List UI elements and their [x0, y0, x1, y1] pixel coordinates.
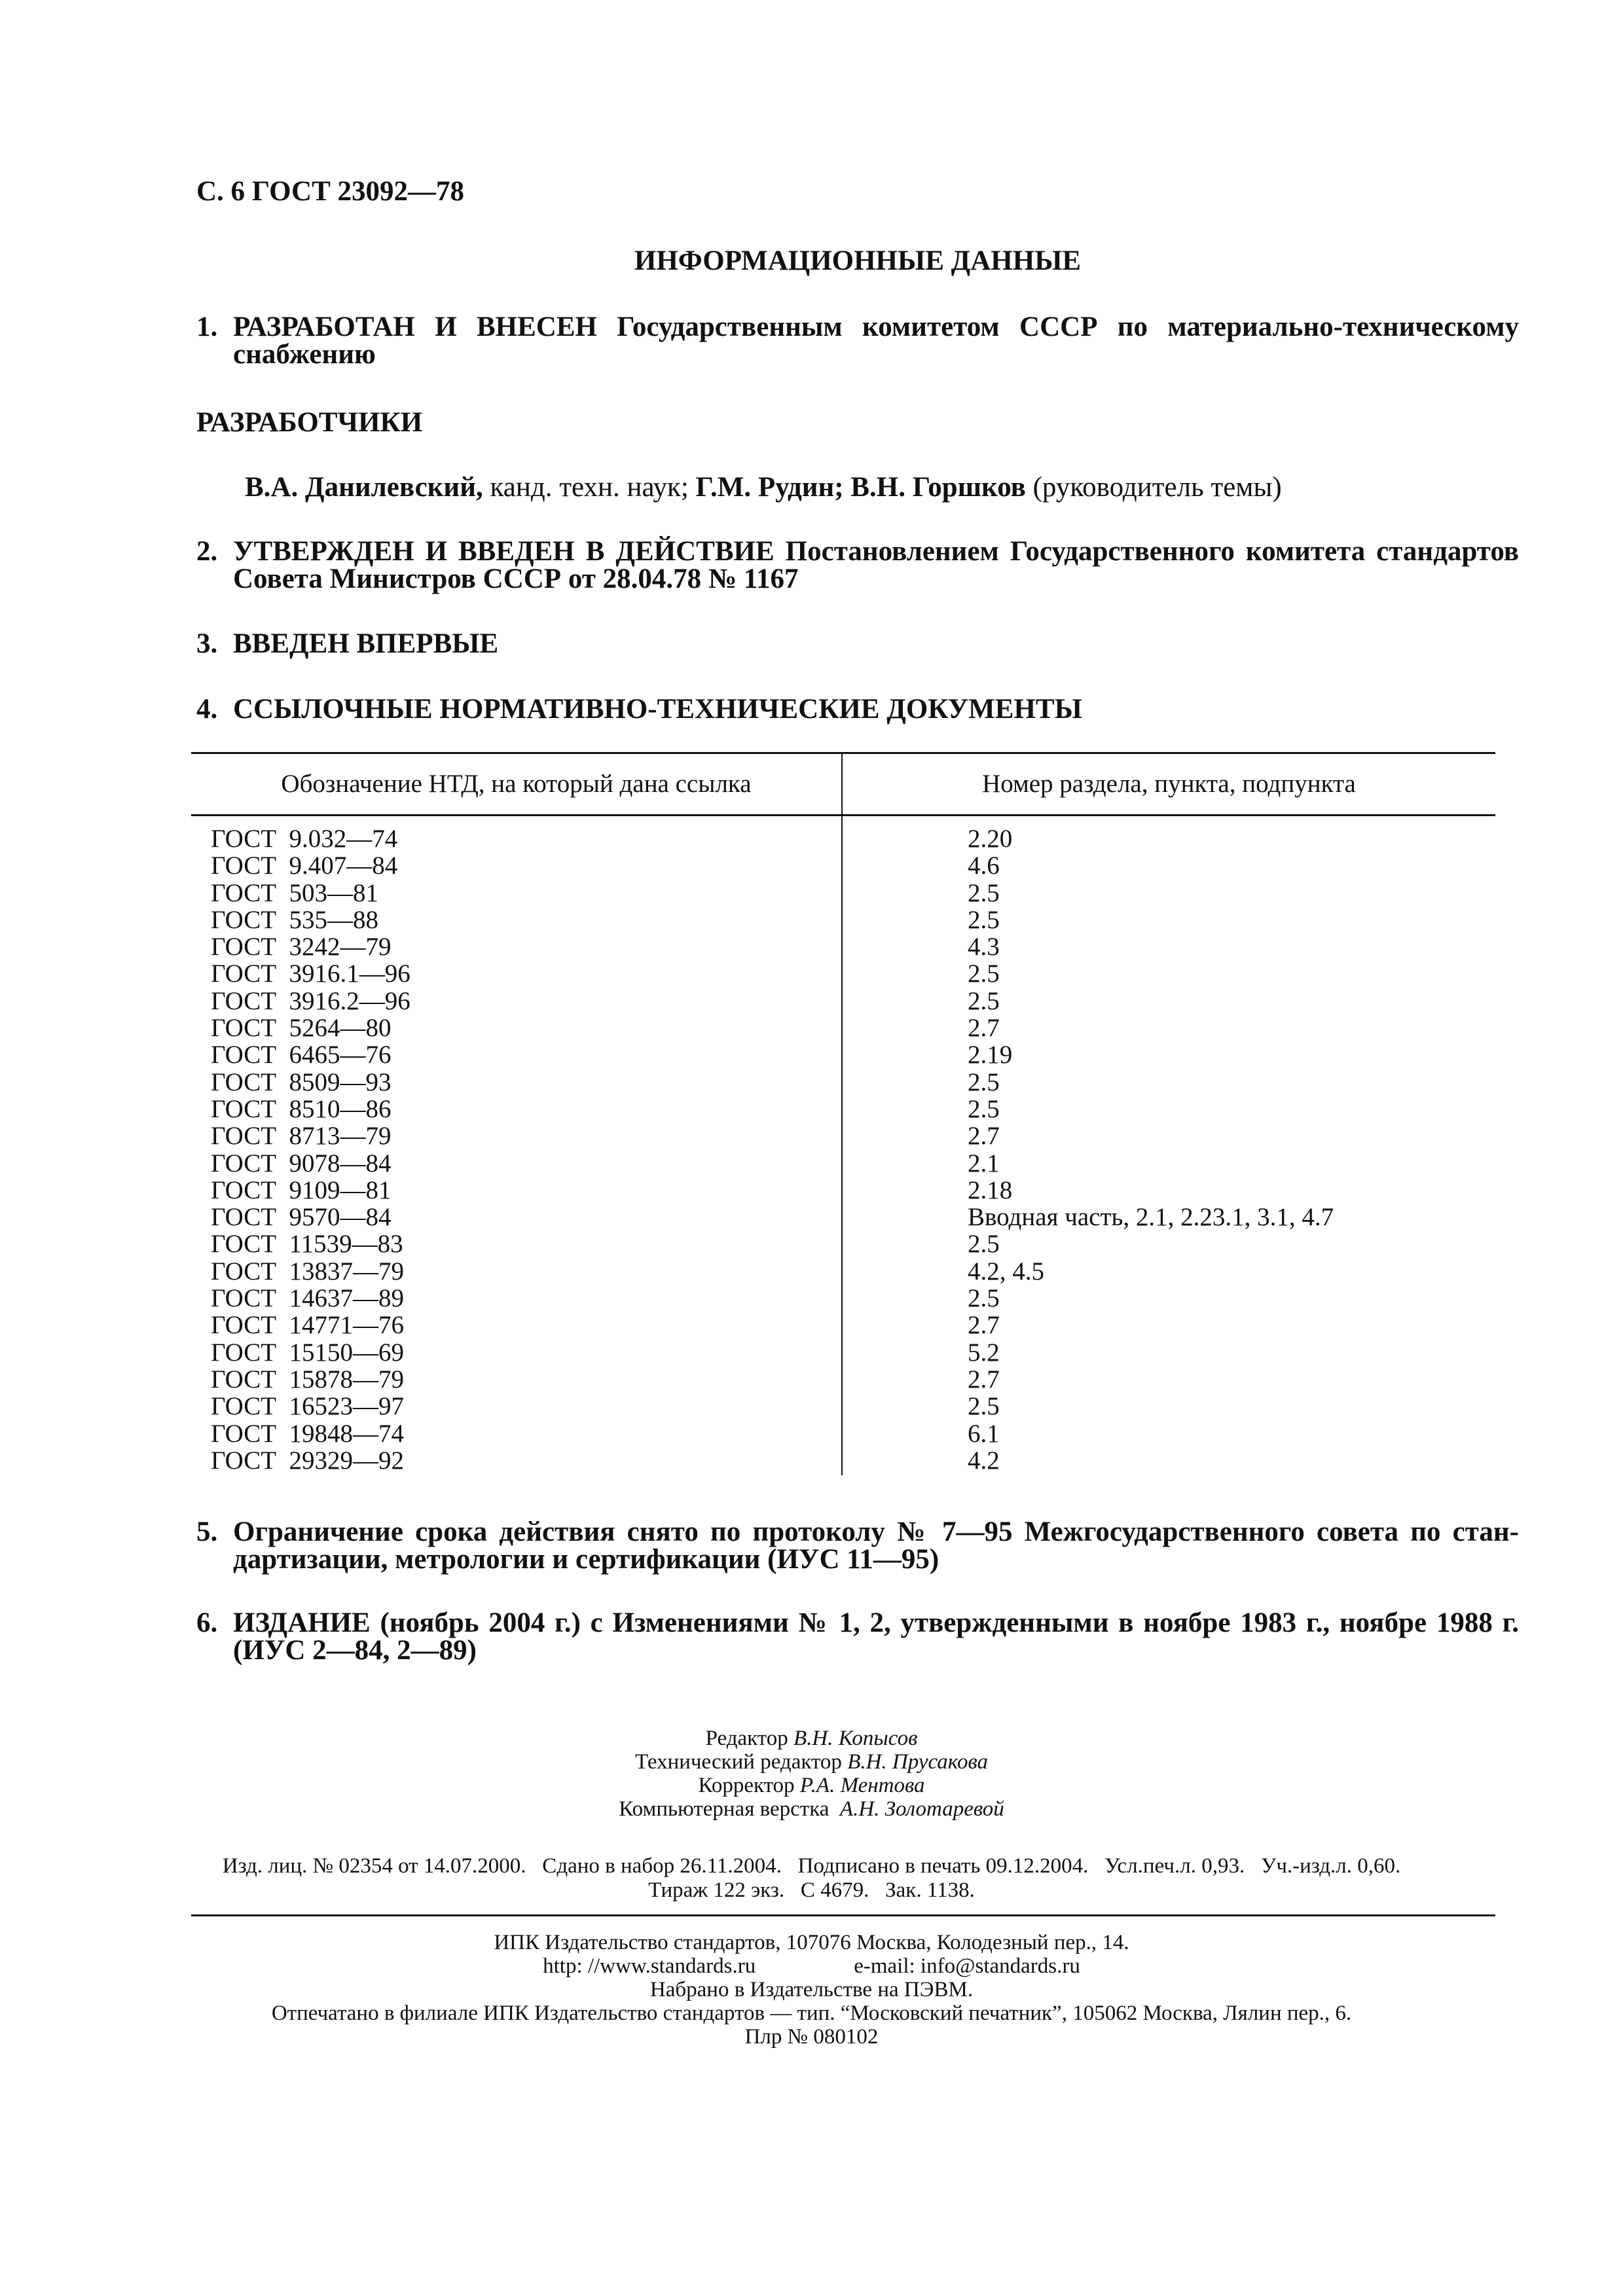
credit-person: В.Н. Прусакова — [847, 1750, 989, 1774]
table-cell-sections: 2.7 — [968, 1014, 1000, 1043]
developer-role: (руководитель темы) — [1025, 472, 1282, 503]
table-cell-doc: ГОСТ 9.032—74 — [211, 825, 398, 853]
publisher-line-5: Плр № 080102 — [744, 2025, 879, 2049]
table-cell-sections: 4.3 — [968, 933, 1000, 961]
table-cell-doc: ГОСТ 5264—80 — [211, 1014, 392, 1043]
item-1-line-2: снабжению — [233, 339, 376, 370]
table-cell-doc: ГОСТ 19848—74 — [211, 1419, 405, 1448]
table-cell-sections: 2.5 — [968, 878, 1000, 907]
table-header-col2: Номер раздела, пункта, подпункта — [982, 770, 1356, 798]
credit-role: Редактор — [705, 1727, 788, 1750]
credit-person: А.Н. Золотаревой — [839, 1797, 1004, 1821]
table-cell-sections: 2.5 — [968, 905, 1000, 934]
table-cell-sections: 2.7 — [968, 1122, 1000, 1151]
credit-role: Технический редактор — [634, 1750, 842, 1774]
table-cell-doc: ГОСТ 8510—86 — [211, 1094, 392, 1123]
item-5-number: 5. — [196, 1516, 218, 1547]
table-cell-sections: 2.5 — [968, 1067, 1000, 1096]
credit-layout — [0, 1797, 1623, 1821]
table-cell-doc: ГОСТ 6465—76 — [211, 1041, 392, 1069]
table-cell-doc: ГОСТ 535—88 — [211, 905, 379, 934]
item-5-line-1: Ограничение срока действия снято по протоколу № 7—95 Межгосударственного совета по стан- — [233, 1516, 1519, 1547]
table-cell-doc: ГОСТ 9570—84 — [211, 1203, 392, 1232]
table-col-docs — [211, 825, 410, 1474]
item-2-line-2: Совета Министров СССР от 28.04.78 № 1167 — [233, 564, 799, 594]
table-cell-doc: ГОСТ 9078—84 — [211, 1149, 392, 1177]
table-cell-sections: 2.5 — [968, 1230, 1000, 1259]
table-cell-sections: 2.5 — [968, 960, 1000, 988]
table-cell-sections: 2.7 — [968, 1365, 1000, 1393]
table-cell-doc: ГОСТ 9109—81 — [211, 1175, 392, 1204]
item-6-line-1: ИЗДАНИЕ (ноябрь 2004 г.) с Изменениями № 1, 2, утвержденными в ноябре 1983 г., ноябре 1988 г. — [233, 1607, 1519, 1638]
table-cell-sections: 2.5 — [968, 1392, 1000, 1421]
item-3-number: 3. — [196, 628, 218, 659]
table-cell-doc: ГОСТ 3916.1—96 — [211, 960, 410, 988]
item-2-line-1: УТВЕРЖДЕН И ВВЕДЕН В ДЕЙСТВИЕ Постановлением Государственного комитета стандартов — [233, 536, 1519, 567]
publisher-line-1: ИПК Издательство стандартов, 107076 Москва, Колодезный пер., 14. — [494, 1931, 1129, 1954]
item-1-number: 1. — [196, 312, 218, 342]
table-cell-doc: ГОСТ 3916.2—96 — [211, 986, 410, 1015]
table-cell-sections: 2.5 — [968, 1284, 1000, 1313]
table-cell-sections: 2.5 — [968, 1094, 1000, 1123]
item-6-number: 6. — [196, 1607, 218, 1638]
table-cell-sections: 2.7 — [968, 1311, 1000, 1340]
developer-degree: канд. техн. наук; — [483, 472, 696, 503]
table-cell-sections: 6.1 — [968, 1419, 1000, 1448]
table-top-rule — [191, 752, 1495, 754]
item-1-line-1: РАЗРАБОТАН И ВНЕСЕН Государственным комитетом СССР по материально-техническому — [233, 312, 1519, 342]
item-6-line-2: (ИУС 2—84, 2—89) — [233, 1635, 477, 1666]
table-cell-sections: Вводная часть, 2.1, 2.23.1, 3.1, 4.7 — [968, 1203, 1334, 1232]
table-cell-sections: 2.20 — [968, 825, 1013, 853]
table-cell-doc: ГОСТ 503—81 — [211, 878, 379, 907]
table-column-divider — [841, 753, 843, 1475]
document-title: ИНФОРМАЦИОННЫЕ ДАННЫЕ — [634, 245, 1082, 276]
credit-person: Р.А. Ментова — [799, 1774, 925, 1797]
publisher-line-3: Набрано в Издательстве на ПЭВМ. — [649, 1978, 974, 2001]
table-header-col1: Обозначение НТД, на который дана ссылка — [281, 770, 752, 798]
table-cell-sections: 2.1 — [968, 1149, 1000, 1177]
table-cell-doc: ГОСТ 8713—79 — [211, 1122, 392, 1151]
developer-name-1: В.А. Данилевский, — [245, 472, 483, 503]
developer-names-2: Г.М. Рудин; В.Н. Горшков — [695, 472, 1026, 503]
item-4-number: 4. — [196, 694, 218, 725]
table-col-sections — [968, 825, 1334, 1474]
table-cell-doc: ГОСТ 9.407—84 — [211, 852, 398, 880]
publisher-url: http: //www.standards.ru — [543, 1954, 756, 1978]
imprint-divider — [191, 1914, 1495, 1916]
publisher-contacts — [0, 1954, 1623, 1978]
table-cell-sections: 2.5 — [968, 986, 1000, 1015]
item-4-text: ССЫЛОЧНЫЕ НОРМАТИВНО-ТЕХНИЧЕСКИЕ ДОКУМЕНТЫ — [233, 694, 1082, 725]
table-cell-sections: 2.18 — [968, 1175, 1013, 1204]
developers-line — [245, 474, 1282, 501]
page-header: С. 6 ГОСТ 23092—78 — [196, 176, 465, 207]
table-cell-sections: 5.2 — [968, 1338, 1000, 1367]
table-cell-sections: 4.6 — [968, 852, 1000, 880]
publisher-email: e-mail: info@standards.ru — [854, 1954, 1080, 1978]
credit-proofreader — [0, 1774, 1623, 1797]
print-info-line-1: Изд. лиц. № 02354 от 14.07.2000. Сдано в набор 26.11.2004. Подписано в печать 09.12.2004. Усл.печ.л. 0,93. Уч.-изд.л. 0,60. — [222, 1854, 1401, 1878]
table-header-rule — [191, 814, 1495, 816]
table-cell-doc: ГОСТ 11539—83 — [211, 1230, 403, 1259]
credit-role: Корректор — [698, 1774, 795, 1797]
table-cell-doc: ГОСТ 13837—79 — [211, 1257, 405, 1285]
table-cell-doc: ГОСТ 29329—92 — [211, 1446, 405, 1475]
table-cell-sections: 4.2, 4.5 — [968, 1257, 1044, 1285]
publisher-line-4: Отпечатано в филиале ИПК Издательство стандартов — тип. “Московский печатник”, 105062 Москва, Лялин пер., 6. — [271, 2001, 1352, 2025]
table-cell-doc: ГОСТ 15878—79 — [211, 1365, 405, 1393]
table-cell-doc: ГОСТ 16523—97 — [211, 1392, 405, 1421]
credit-role: Компьютерная верстка — [619, 1797, 830, 1821]
table-cell-doc: ГОСТ 14637—89 — [211, 1284, 405, 1313]
item-5-line-2: дартизации, метрологии и сертификации (ИУС 11—95) — [233, 1544, 939, 1575]
table-cell-doc: ГОСТ 8509—93 — [211, 1067, 392, 1096]
print-info-line-2: Тираж 122 экз. С 4679. Зак. 1138. — [648, 1878, 975, 1902]
credit-editor — [0, 1727, 1623, 1750]
table-cell-doc: ГОСТ 14771—76 — [211, 1311, 405, 1340]
developers-heading: РАЗРАБОТЧИКИ — [196, 407, 423, 438]
table-cell-sections: 2.19 — [968, 1041, 1013, 1069]
item-3-text: ВВЕДЕН ВПЕРВЫЕ — [233, 628, 499, 659]
credit-person: В.Н. Копысов — [793, 1727, 918, 1750]
table-cell-doc: ГОСТ 3242—79 — [211, 933, 392, 961]
table-cell-sections: 4.2 — [968, 1446, 1000, 1475]
credit-tech-editor — [0, 1750, 1623, 1774]
item-2-number: 2. — [196, 536, 218, 567]
table-cell-doc: ГОСТ 15150—69 — [211, 1338, 405, 1367]
